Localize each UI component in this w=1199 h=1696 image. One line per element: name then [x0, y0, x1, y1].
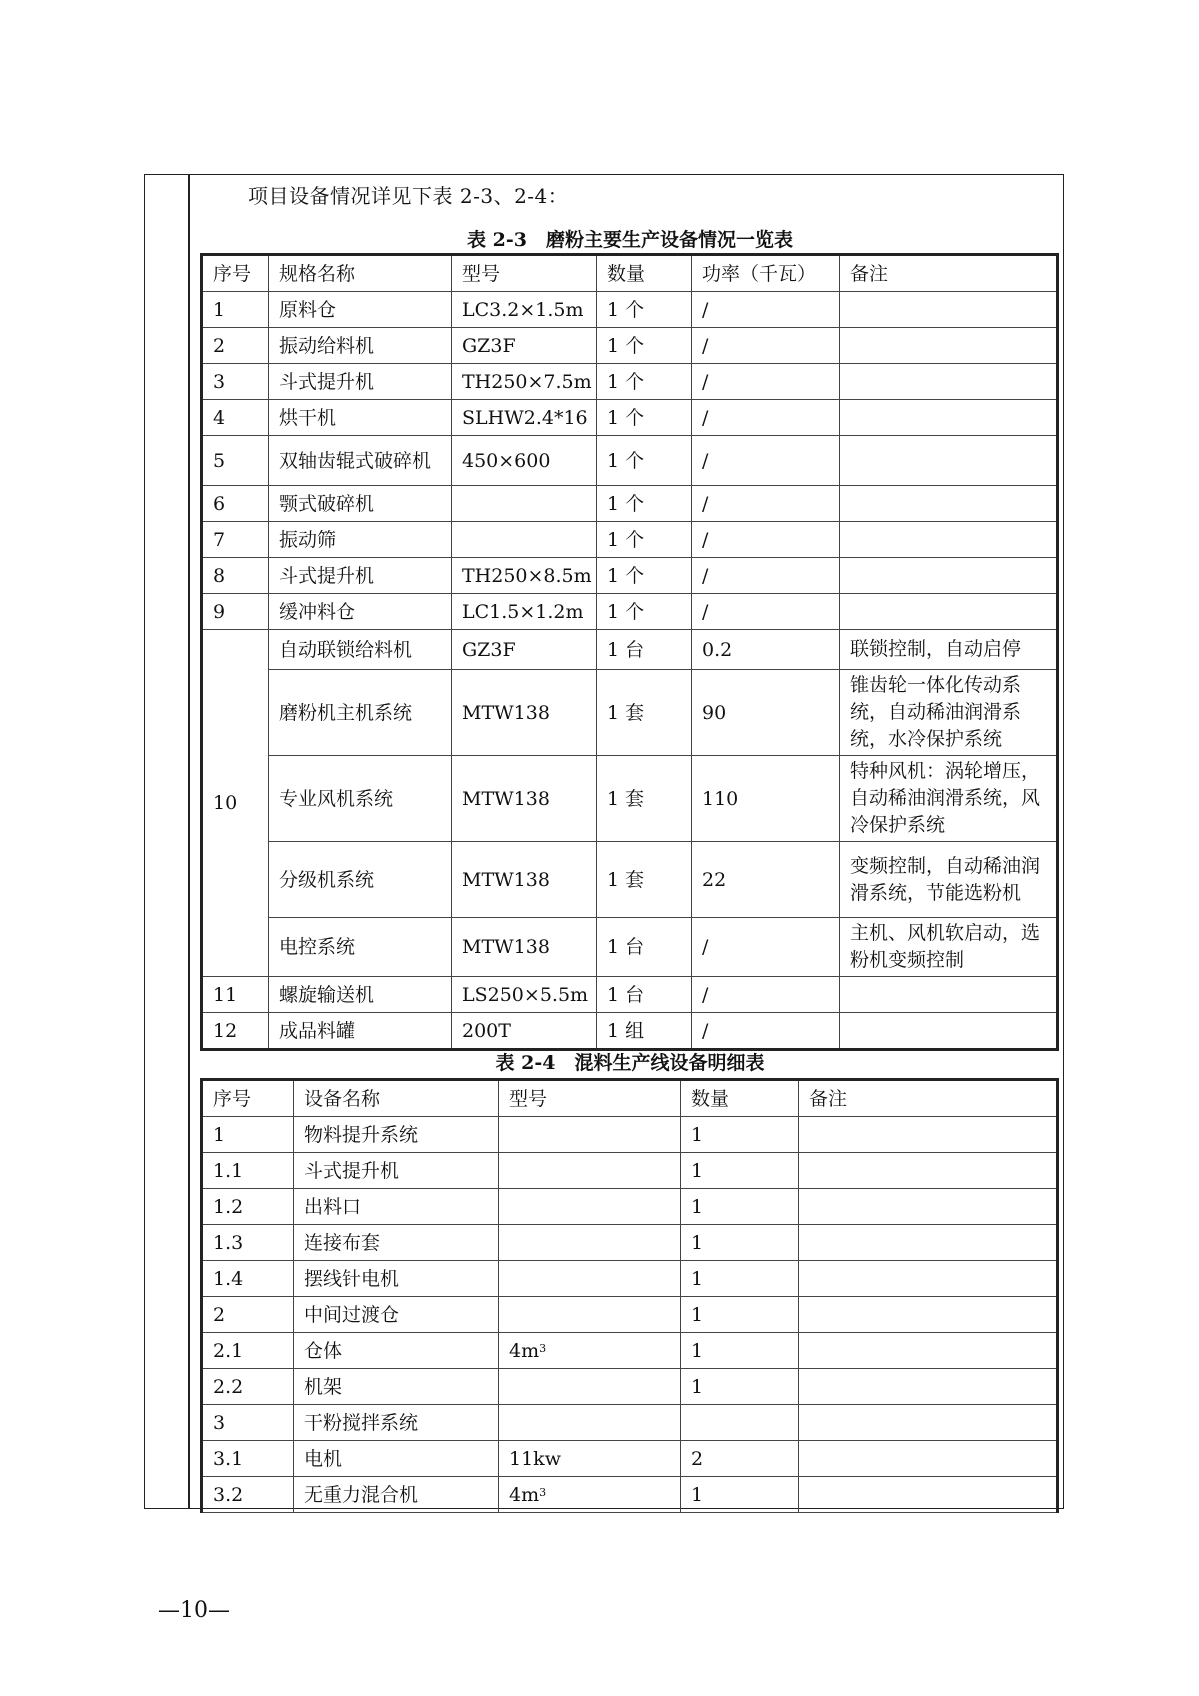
- table-cell: 成品料罐: [269, 1013, 452, 1050]
- table-cell: [499, 1297, 681, 1333]
- table-cell: [799, 1333, 1058, 1369]
- table-cell: 0.2: [692, 630, 840, 670]
- table-cell: 1 个: [597, 364, 692, 400]
- table-row: [202, 1153, 1058, 1189]
- table-cell: 1 个: [597, 292, 692, 328]
- table-cell: 仓体: [294, 1333, 499, 1369]
- table-cell: /: [692, 1013, 840, 1050]
- table-cell: 1 个: [597, 400, 692, 436]
- table1-caption: 表 2-3 磨粉主要生产设备情况一览表: [467, 229, 793, 251]
- header-cell: 功率（千瓦）: [692, 255, 840, 292]
- table-cell: MTW138: [452, 918, 597, 977]
- table-cell: /: [692, 436, 840, 486]
- table-cell: 原料仓: [269, 292, 452, 328]
- table-cell: 2: [681, 1441, 799, 1477]
- table-cell: 斗式提升机: [294, 1153, 499, 1189]
- table-row: [202, 328, 1058, 364]
- table-cell: 1: [681, 1117, 799, 1153]
- table-row: [202, 918, 1058, 977]
- frame-divider: [188, 174, 190, 1509]
- table-cell: [799, 1441, 1058, 1477]
- table-row: [202, 1441, 1058, 1477]
- table-cell: [799, 1153, 1058, 1189]
- table-cell: /: [692, 918, 840, 977]
- table-cell: [799, 1477, 1058, 1513]
- table-cell: [799, 1405, 1058, 1441]
- table-cell: 主机、风机软启动，选粉机变频控制: [840, 918, 1058, 977]
- header-cell: 序号: [202, 255, 269, 292]
- table-cell: $4m^3$: [499, 1333, 681, 1369]
- table-cell: [681, 1405, 799, 1441]
- table-cell: 振动给料机: [269, 328, 452, 364]
- page-number: —10—: [158, 1598, 230, 1623]
- header-cell: 数量: [681, 1080, 799, 1117]
- table-cell: 特种风机：涡轮增压，自动稀油润滑系统，风冷保护系统: [840, 756, 1058, 842]
- table-cell: 螺旋输送机: [269, 977, 452, 1013]
- table-cell: 斗式提升机: [269, 558, 452, 594]
- table-row: [202, 1477, 1058, 1513]
- table-cell: 12: [202, 1013, 269, 1050]
- table-cell: 锥齿轮一体化传动系统，自动稀油润滑系统，水冷保护系统: [840, 670, 1058, 756]
- table-cell: [799, 1225, 1058, 1261]
- table-cell: MTW138: [452, 842, 597, 918]
- table-cell: 11kw: [499, 1441, 681, 1477]
- table-cell: 1: [681, 1333, 799, 1369]
- table-row: [202, 594, 1058, 630]
- table-cell: [499, 1117, 681, 1153]
- table-cell: [499, 1189, 681, 1225]
- table-cell: 1: [681, 1369, 799, 1405]
- table-cell: 1: [681, 1153, 799, 1189]
- table-row: [202, 1189, 1058, 1225]
- table-cell: 斗式提升机: [269, 364, 452, 400]
- header-cell: 数量: [597, 255, 692, 292]
- table-cell: 3: [202, 364, 269, 400]
- table-cell: [840, 436, 1058, 486]
- table-cell: 1 个: [597, 436, 692, 486]
- table-cell: 1.2: [202, 1189, 294, 1225]
- intro-text: 项目设备情况详见下表 2-3、2-4：: [248, 184, 569, 208]
- table-cell: 1 个: [597, 486, 692, 522]
- table-row: [202, 977, 1058, 1013]
- table2-header-row: [202, 1080, 1058, 1117]
- table-cell: 自动联锁给料机: [269, 630, 452, 670]
- table-cell: [499, 1261, 681, 1297]
- table-cell: /: [692, 594, 840, 630]
- header-cell: 型号: [452, 255, 597, 292]
- table-row: [202, 1297, 1058, 1333]
- header-cell: 备注: [840, 255, 1058, 292]
- table-cell: 2: [202, 1297, 294, 1333]
- table-cell: 物料提升系统: [294, 1117, 499, 1153]
- table-row: [202, 1225, 1058, 1261]
- table-cell: TH250×8.5m: [452, 558, 597, 594]
- table-cell: [452, 486, 597, 522]
- table-cell: 2: [202, 328, 269, 364]
- table-cell: 1 个: [597, 522, 692, 558]
- table-cell: 电机: [294, 1441, 499, 1477]
- table-cell: 烘干机: [269, 400, 452, 436]
- table-cell: GZ3F: [452, 630, 597, 670]
- table-cell: 110: [692, 756, 840, 842]
- header-cell: 型号: [499, 1080, 681, 1117]
- table-cell: 1 组: [597, 1013, 692, 1050]
- table-row: [202, 842, 1058, 918]
- table-cell: 双轴齿辊式破碎机: [269, 436, 452, 486]
- table-cell: 450×600: [452, 436, 597, 486]
- table-cell: 1.4: [202, 1261, 294, 1297]
- table-cell: /: [692, 400, 840, 436]
- table-cell: MTW138: [452, 756, 597, 842]
- table-cell: [840, 558, 1058, 594]
- equipment-table-2-3: [200, 253, 1059, 1051]
- table-cell: 1: [681, 1225, 799, 1261]
- table-cell: 1 套: [597, 842, 692, 918]
- table-cell: MTW138: [452, 670, 597, 756]
- table-cell: [840, 977, 1058, 1013]
- table-cell: TH250×7.5m: [452, 364, 597, 400]
- table-row: [202, 486, 1058, 522]
- table-cell: 5: [202, 436, 269, 486]
- table-cell: 1 套: [597, 756, 692, 842]
- table-row: [202, 1013, 1058, 1050]
- table-cell: 机架: [294, 1369, 499, 1405]
- header-cell: 规格名称: [269, 255, 452, 292]
- table-cell: 颚式破碎机: [269, 486, 452, 522]
- table-cell: 联锁控制，自动启停: [840, 630, 1058, 670]
- header-cell: 备注: [799, 1080, 1058, 1117]
- table-cell: /: [692, 522, 840, 558]
- table-row: [202, 756, 1058, 842]
- table-cell: 9: [202, 594, 269, 630]
- table-cell: 3.1: [202, 1441, 294, 1477]
- table-cell: [840, 400, 1058, 436]
- table-cell: 1 个: [597, 594, 692, 630]
- table-cell: [840, 364, 1058, 400]
- table-cell: 22: [692, 842, 840, 918]
- table-cell: 连接布套: [294, 1225, 499, 1261]
- table-cell: SLHW2.4*16: [452, 400, 597, 436]
- table-row: [202, 400, 1058, 436]
- table-row: [202, 364, 1058, 400]
- table2-caption: 表 2-4 混料生产线设备明细表: [495, 1052, 765, 1074]
- table-cell: 1: [202, 292, 269, 328]
- table-cell: 无重力混合机: [294, 1477, 499, 1513]
- table-cell: 专业风机系统: [269, 756, 452, 842]
- table-cell: $4m^3$: [499, 1477, 681, 1513]
- table-cell: 2.2: [202, 1369, 294, 1405]
- table-cell: 磨粉机主机系统: [269, 670, 452, 756]
- table-cell: 变频控制，自动稀油润滑系统，节能选粉机: [840, 842, 1058, 918]
- table-cell: 3.2: [202, 1477, 294, 1513]
- table-cell: 1: [681, 1261, 799, 1297]
- table-row: [202, 1369, 1058, 1405]
- table-cell: [499, 1369, 681, 1405]
- table-cell: [840, 328, 1058, 364]
- table1-header-row: [202, 255, 1058, 292]
- table-cell: [452, 522, 597, 558]
- table-cell: 1.3: [202, 1225, 294, 1261]
- table-cell: 200T: [452, 1013, 597, 1050]
- table-cell: 1: [681, 1297, 799, 1333]
- table-row: [202, 436, 1058, 486]
- equipment-table-2-4: [200, 1078, 1059, 1513]
- table-cell: /: [692, 328, 840, 364]
- table-row: [202, 1333, 1058, 1369]
- table-cell: 11: [202, 977, 269, 1013]
- table-row: [202, 1117, 1058, 1153]
- table-cell: LC1.5×1.2m: [452, 594, 597, 630]
- table-cell: [840, 522, 1058, 558]
- table-row: [202, 1261, 1058, 1297]
- superscript: 3: [539, 1341, 547, 1355]
- table-row: [202, 558, 1058, 594]
- header-cell: 序号: [202, 1080, 294, 1117]
- table-cell: 2.1: [202, 1333, 294, 1369]
- table-cell: 电控系统: [269, 918, 452, 977]
- table-cell: [840, 1013, 1058, 1050]
- table-cell: [840, 486, 1058, 522]
- table-cell: 1: [681, 1477, 799, 1513]
- table-cell: [799, 1369, 1058, 1405]
- table-cell: 1 套: [597, 670, 692, 756]
- table-cell: GZ3F: [452, 328, 597, 364]
- table-cell: [499, 1405, 681, 1441]
- table-cell: LS250×5.5m: [452, 977, 597, 1013]
- table-cell: 1 台: [597, 630, 692, 670]
- table-cell: /: [692, 977, 840, 1013]
- table-cell: 1.1: [202, 1153, 294, 1189]
- table-cell: 1: [202, 1117, 294, 1153]
- table-cell: 1 个: [597, 328, 692, 364]
- superscript: 3: [539, 1485, 547, 1499]
- table-cell: 中间过渡仓: [294, 1297, 499, 1333]
- table-cell: /: [692, 292, 840, 328]
- table-cell: [799, 1189, 1058, 1225]
- table-cell: /: [692, 486, 840, 522]
- table-cell: 1 台: [597, 977, 692, 1013]
- table-cell: 摆线针电机: [294, 1261, 499, 1297]
- table-cell: [840, 292, 1058, 328]
- table-cell: [499, 1225, 681, 1261]
- table-cell: 8: [202, 558, 269, 594]
- table-cell: [840, 594, 1058, 630]
- table-cell: /: [692, 364, 840, 400]
- table-cell: 干粉搅拌系统: [294, 1405, 499, 1441]
- table-cell: /: [692, 558, 840, 594]
- table-cell: [799, 1261, 1058, 1297]
- table-cell: [499, 1153, 681, 1189]
- table-cell: 出料口: [294, 1189, 499, 1225]
- table-row: [202, 670, 1058, 756]
- table-cell: 6: [202, 486, 269, 522]
- table-row: [202, 292, 1058, 328]
- table-cell: 1 个: [597, 558, 692, 594]
- table-cell: [799, 1117, 1058, 1153]
- table-cell: 90: [692, 670, 840, 756]
- table-row: [202, 1405, 1058, 1441]
- table-cell: 缓冲料仓: [269, 594, 452, 630]
- table-cell: LC3.2×1.5m: [452, 292, 597, 328]
- table-row: [202, 522, 1058, 558]
- table-cell: 1: [681, 1189, 799, 1225]
- table-cell: 10: [202, 630, 269, 977]
- table-cell: 振动筛: [269, 522, 452, 558]
- table-cell: 3: [202, 1405, 294, 1441]
- table-cell: 分级机系统: [269, 842, 452, 918]
- header-cell: 设备名称: [294, 1080, 499, 1117]
- table-row: [202, 630, 1058, 670]
- table-cell: [799, 1297, 1058, 1333]
- table-cell: 1 台: [597, 918, 692, 977]
- table-cell: 4: [202, 400, 269, 436]
- table-cell: 7: [202, 522, 269, 558]
